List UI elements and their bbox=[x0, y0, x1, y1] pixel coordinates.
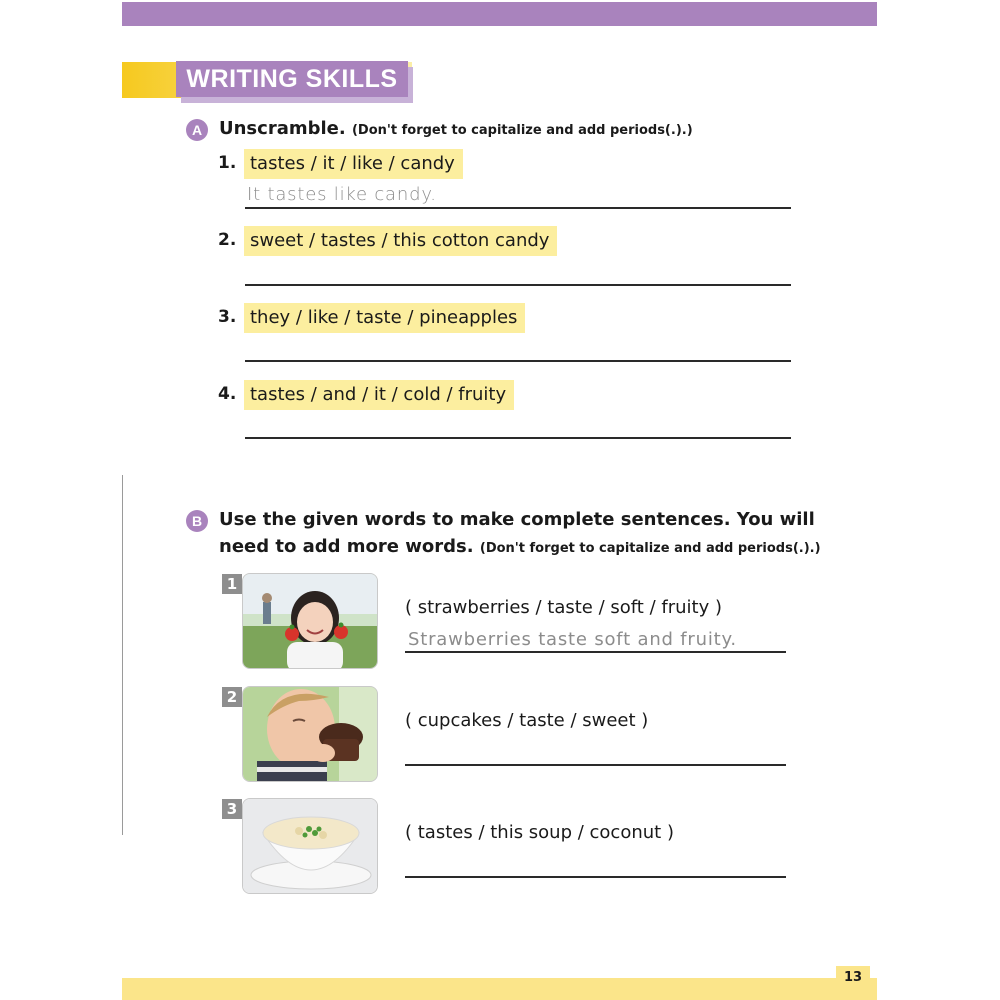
b-item-1-answer[interactable]: Strawberries taste soft and fruity. bbox=[408, 629, 737, 650]
a-item-4-number: 4. bbox=[218, 384, 237, 404]
b-item-1-words: ( strawberries / taste / soft / fruity ) bbox=[405, 597, 722, 618]
top-color-bar bbox=[122, 2, 877, 26]
b-item-3-number: 3 bbox=[222, 799, 242, 819]
bowl-of-soup-photo bbox=[242, 798, 378, 894]
section-banner-title: WRITING SKILLS bbox=[176, 61, 408, 97]
a-item-1-words: tastes / it / like / candy bbox=[244, 149, 463, 179]
section-a-heading bbox=[219, 118, 693, 139]
section-b-title-line1: Use the given words to make complete sentences. You will bbox=[219, 509, 815, 530]
section-a-note: (Don't forget to capitalize and add periods(.).) bbox=[351, 123, 693, 138]
section-a-title: Unscramble. bbox=[219, 118, 346, 139]
b-item-2-number: 2 bbox=[222, 687, 242, 707]
a-item-1-number: 1. bbox=[218, 153, 237, 173]
section-b-heading-line2 bbox=[219, 536, 821, 557]
a-item-3-answer-line[interactable] bbox=[245, 360, 791, 362]
section-a-badge: A bbox=[186, 119, 208, 141]
a-item-1-answer-line[interactable] bbox=[245, 207, 791, 209]
b-item-3-answer-line[interactable] bbox=[405, 876, 786, 878]
b-item-1-number: 1 bbox=[222, 574, 242, 594]
b-item-3-words: ( tastes / this soup / coconut ) bbox=[405, 822, 674, 843]
a-item-4-answer-line[interactable] bbox=[245, 437, 791, 439]
b-item-2-words: ( cupcakes / taste / sweet ) bbox=[405, 710, 649, 731]
a-item-1-answer[interactable]: It tastes like candy. bbox=[247, 184, 437, 205]
section-b-note: (Don't forget to capitalize and add periods(.).) bbox=[479, 541, 821, 556]
a-item-2-answer-line[interactable] bbox=[245, 284, 791, 286]
page-number: 13 bbox=[836, 966, 870, 988]
a-item-2-words: sweet / tastes / this cotton candy bbox=[244, 226, 557, 256]
girl-holding-strawberries-photo bbox=[242, 573, 378, 669]
b-item-2-answer-line[interactable] bbox=[405, 764, 786, 766]
a-item-3-number: 3. bbox=[218, 307, 237, 327]
a-item-2-number: 2. bbox=[218, 230, 237, 250]
section-b-title-line2: need to add more words. bbox=[219, 536, 474, 557]
section-b-badge: B bbox=[186, 510, 208, 532]
a-item-3-words: they / like / taste / pineapples bbox=[244, 303, 525, 333]
b-item-1-answer-line[interactable] bbox=[405, 651, 786, 653]
bottom-color-bar bbox=[122, 978, 877, 1000]
margin-divider bbox=[122, 475, 123, 835]
a-item-4-words: tastes / and / it / cold / fruity bbox=[244, 380, 514, 410]
boy-eating-cupcake-photo bbox=[242, 686, 378, 782]
